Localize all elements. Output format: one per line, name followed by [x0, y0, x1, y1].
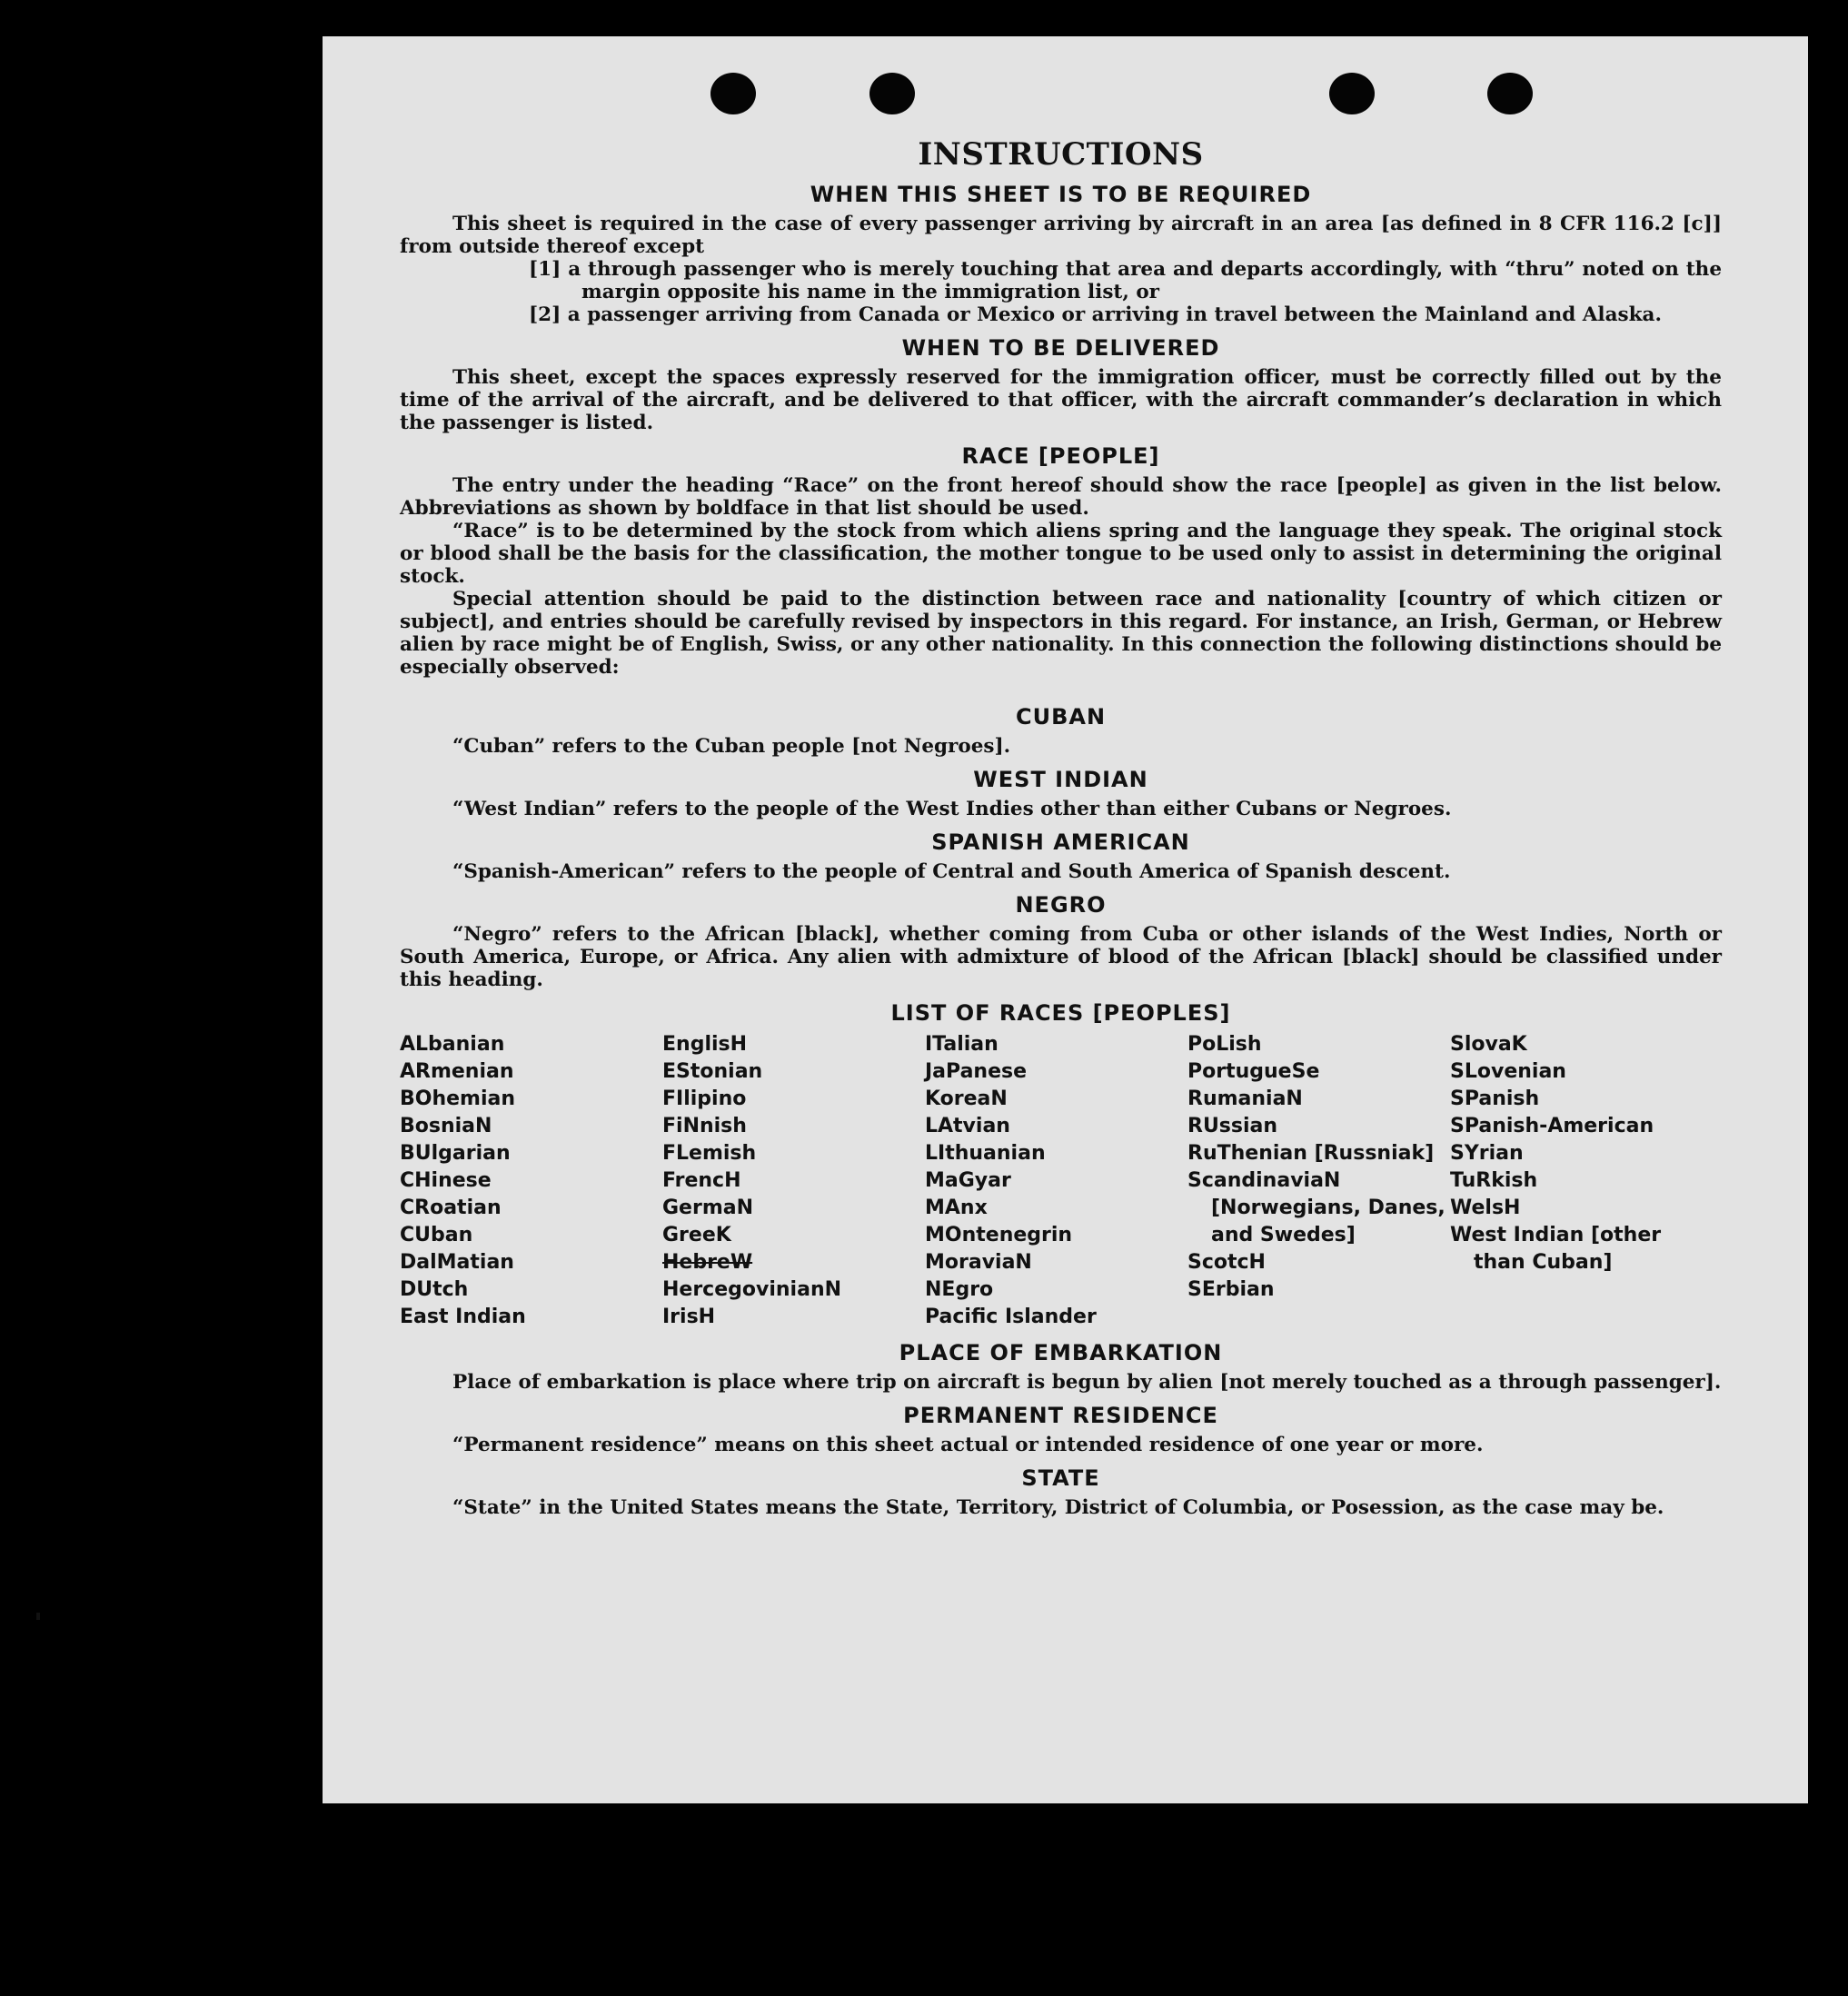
race-item: Pacific Islander	[925, 1306, 1097, 1328]
heading-when-required: WHEN THIS SHEET IS TO BE REQUIRED	[810, 182, 1312, 207]
race-item: SLovenian	[1450, 1060, 1566, 1083]
heading-west-indian: WEST INDIAN	[973, 767, 1148, 792]
race-item: RuThenian [Russniak]	[1187, 1142, 1435, 1165]
race-item: NEgro	[925, 1278, 994, 1301]
spanish-american-text: “Spanish-American” refers to the people of Central and South America of Spanish descent.	[452, 860, 1451, 883]
race-item: ALbanian	[400, 1033, 505, 1056]
heading-state: STATE	[1021, 1465, 1100, 1491]
race-item: ScotcH	[1187, 1251, 1266, 1274]
heading-spanish-american: SPANISH AMERICAN	[931, 829, 1190, 855]
heading-cuban: CUBAN	[1015, 704, 1107, 730]
race-item: EnglisH	[662, 1033, 748, 1056]
heading-race: RACE [PEOPLE]	[961, 443, 1160, 469]
heading-negro: NEGRO	[1015, 892, 1107, 918]
race-item: BosniaN	[400, 1115, 492, 1137]
document-sheet	[323, 36, 1808, 1803]
west-indian-text: “West Indian” refers to the people of the West Indies other than either Cubans or Negroes.	[452, 798, 1452, 820]
race-item: ScandinaviaN [Norwegians, Danes, and Swedes]	[1187, 1169, 1446, 1246]
race-item: SPanish-American	[1450, 1115, 1654, 1137]
race-paragraph-3: Special attention should be paid to the distinction between race and nationality [country of which citizen or subject], and entries should be carefully revised by inspectors in this regard. For instance, an Irish, German, or Hebrew alien by race might be of English, Swiss, or any other nationality. In this connection the following distinctions should be especially observed:	[400, 588, 1722, 679]
race-item: GermaN	[662, 1197, 754, 1219]
race-item: LIthuanian	[925, 1142, 1046, 1165]
punch-hole	[1329, 73, 1375, 114]
cuban-text: “Cuban” refers to the Cuban people [not Negroes].	[452, 735, 1011, 758]
race-item: MOntenegrin	[925, 1224, 1073, 1246]
race-item: RUssian	[1187, 1115, 1278, 1137]
race-item: DUtch	[400, 1278, 469, 1301]
race-item: PortugueSe	[1187, 1060, 1320, 1083]
heading-permanent-residence: PERMANENT RESIDENCE	[903, 1403, 1218, 1428]
race-paragraph-1: The entry under the heading “Race” on the front hereof should show the race [people] as given in the list below. Abbreviations as shown by boldface in that list should be used.	[400, 474, 1722, 520]
race-column	[1187, 1031, 1450, 1331]
race-item: PoLish	[1187, 1033, 1262, 1056]
race-item: East Indian	[400, 1306, 526, 1328]
race-item: CRoatian	[400, 1197, 502, 1219]
permanent-residence-text: “Permanent residence” means on this sheet actual or intended residence of one year or more.	[452, 1434, 1484, 1456]
race-item: SlovaK	[1450, 1033, 1527, 1056]
race-list	[400, 1031, 1722, 1331]
race-item: FiNnish	[662, 1115, 747, 1137]
race-column	[1450, 1031, 1713, 1331]
when-required-intro: This sheet is required in the case of every passenger arriving by aircraft in an area [as defined in 8 CFR 116.2 [c]] from outside thereof except	[400, 213, 1722, 258]
scan-speck	[36, 1613, 40, 1620]
race-item: ARmenian	[400, 1060, 514, 1083]
race-item: BUlgarian	[400, 1142, 511, 1165]
punch-hole	[869, 73, 915, 114]
race-item: BOhemian	[400, 1087, 516, 1110]
race-item: CUban	[400, 1224, 473, 1246]
race-item: FIlipino	[662, 1087, 747, 1110]
race-item: EStonian	[662, 1060, 763, 1083]
race-column	[662, 1031, 925, 1331]
heading-embarkation: PLACE OF EMBARKATION	[899, 1340, 1223, 1365]
race-item: MAnx	[925, 1197, 988, 1219]
when-required-item-2: [2] a passenger arriving from Canada or Mexico or arriving in travel between the Mainland and Alaska.	[529, 303, 1662, 326]
race-item: SErbian	[1187, 1278, 1275, 1301]
race-item: FLemish	[662, 1142, 757, 1165]
when-delivered-text: This sheet, except the spaces expressly reserved for the immigration officer, must be correctly filled out by the time of the arrival of the aircraft, and be delivered to that officer, with the aircraft commander’s declaration in which the passenger is listed.	[400, 366, 1722, 434]
punch-hole	[1487, 73, 1533, 114]
race-item: ITalian	[925, 1033, 999, 1056]
instructions-content	[400, 136, 1722, 1519]
race-paragraph-2: “Race” is to be determined by the stock from which aliens spring and the language they speak. The original stock or blood shall be the basis for the classification, the mother tongue to be used only to assist in determining the original stock.	[400, 520, 1722, 588]
race-item: RumaniaN	[1187, 1087, 1303, 1110]
punch-hole	[710, 73, 756, 114]
heading-when-delivered: WHEN TO BE DELIVERED	[901, 335, 1220, 361]
race-item: IrisH	[662, 1306, 716, 1328]
race-item: GreeK	[662, 1224, 731, 1246]
race-item-struck: HebreW	[662, 1251, 753, 1274]
race-item: HercegovinianN	[662, 1278, 842, 1301]
state-text: “State” in the United States means the State, Territory, District of Columbia, or Posession, as the case may be.	[452, 1496, 1664, 1519]
when-required-item-1: [1] a through passenger who is merely touching that area and departs accordingly, with “thru” noted on the margin opposite his name in the immigration list, or	[529, 258, 1722, 303]
race-item: West Indian [other than Cuban]	[1450, 1224, 1662, 1274]
race-item: MoraviaN	[925, 1251, 1032, 1274]
race-column	[925, 1031, 1187, 1331]
negro-text: “Negro” refers to the African [black], whether coming from Cuba or other islands of the West Indies, North or South America, Europe, or Africa. Any alien with admixture of blood of the African [black] should be classified under this heading.	[400, 923, 1722, 991]
race-item: MaGyar	[925, 1169, 1011, 1192]
race-item: FrencH	[662, 1169, 741, 1192]
race-item: KoreaN	[925, 1087, 1008, 1110]
race-item: JaPanese	[925, 1060, 1028, 1083]
race-item: CHinese	[400, 1169, 492, 1192]
race-item: SPanish	[1450, 1087, 1540, 1110]
race-column	[400, 1031, 662, 1331]
race-item: WelsH	[1450, 1197, 1521, 1219]
page-title: INSTRUCTIONS	[918, 136, 1204, 173]
race-item: SYrian	[1450, 1142, 1524, 1165]
heading-list-of-races: LIST OF RACES [PEOPLES]	[890, 1000, 1231, 1026]
race-item: DalMatian	[400, 1251, 514, 1274]
embarkation-text: Place of embarkation is place where trip on aircraft is begun by alien [not merely touched as a through passenger].	[452, 1371, 1722, 1394]
race-item: LAtvian	[925, 1115, 1010, 1137]
race-item: TuRkish	[1450, 1169, 1538, 1192]
